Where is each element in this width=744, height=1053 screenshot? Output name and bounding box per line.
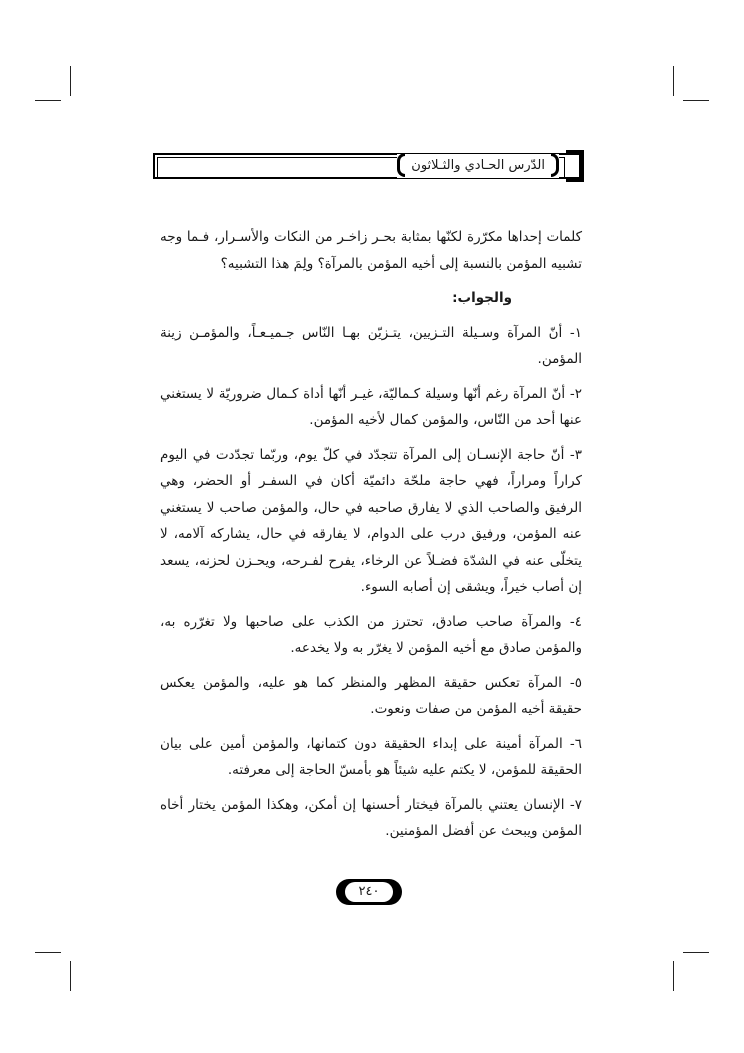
page-number-badge — [336, 879, 402, 905]
crop-mark — [70, 961, 71, 991]
crop-mark — [70, 66, 71, 96]
crop-mark — [35, 952, 61, 953]
answer-point-2: ٢- أنّ المرآة رغم أنّها وسيلة كـماليّة، غيـر أنّها أداة كـمال ضروريّة لا يستغني عنها أحد من النّاس، والمؤمن كمال لأخيه المؤمن. — [160, 385, 582, 428]
answer-point-3: ٣- أنّ حاجة الإنسـان إلى المرآة تتجدّد في كلّ يوم، وربّما تجدّدت في اليوم كراراً ومراراً، فهي حاجة ملحّة دائميّة أكان في السفـر أو الحضر، وهي الرفيق والصاحب الذي لا يفارق صاحبه في حال، والمؤمن صاحب لا يستغني عنه المؤمن، ورفيق درب على الدوام، لا يفارقه في حال، يشاركه آلامه، لا يتخلّى عنه في الشدّة فضـلاً عن الرخاء، يفرح لفـرحه، ويحـزن لحزنه، يسعد إن أصاب خيراً، ويشقى إن أصابه السوء. — [160, 446, 582, 595]
answer-point-7: ٧- الإنسان يعتني بالمرآة فيختار أحسنها إن أمكن، وهكذا المؤمن يختار أخاه المؤمن ويبحث عن أفضل المؤمنين. — [160, 796, 582, 839]
answer-point-1: ١- أنّ المرآة وسـيلة التـزيين، يتـزيّن بهـا النّاس جـميـعـاً، والمؤمـن زينة المؤمن. — [160, 324, 582, 367]
crop-mark — [673, 961, 674, 991]
crop-mark — [683, 100, 709, 101]
lesson-header — [153, 153, 581, 179]
crop-mark — [35, 100, 61, 101]
crop-mark — [673, 66, 674, 96]
page-body — [160, 224, 582, 853]
answer-point-6: ٦- المرآة أمينة على إبداء الحقيقة دون كتمانها، والمؤمن أمين على بيان الحقيقة للمؤمن، لا يكتم عليه شيئاً هو بأمسّ الحاجة إلى معرفته. — [160, 735, 582, 778]
answer-label: والجواب: — [452, 290, 512, 306]
answer-point-5: ٥- المرآة تعكس حقيقة المظهر والمنظر كما هو عليه، والمؤمن يعكس حقيقة أخيه المؤمن من صفات ونعوت. — [160, 674, 582, 717]
crop-mark — [683, 952, 709, 953]
intro-paragraph: كلمات إحداها مكرّرة لكنّها بمثابة بحـر زاخـر من النكات والأسـرار، فـما وجه تشبيه المؤمن بالنسبة إلى أخيه المؤمن بالمرآة؟ ولِمَ هذا التشبيه؟ — [160, 229, 582, 272]
lesson-title: الدّرس الحـادي والثـلاثون — [397, 154, 559, 178]
page-number: ٢٤٠ — [345, 882, 393, 902]
answer-point-4: ٤- والمرآة صاحب صادق، تحترز من الكذب على صاحبها ولا تغرّره به، والمؤمن صادق مع أخيه المؤمن لا يغرّر به ولا يخدعه. — [160, 613, 582, 656]
header-corner-bracket — [566, 150, 584, 182]
